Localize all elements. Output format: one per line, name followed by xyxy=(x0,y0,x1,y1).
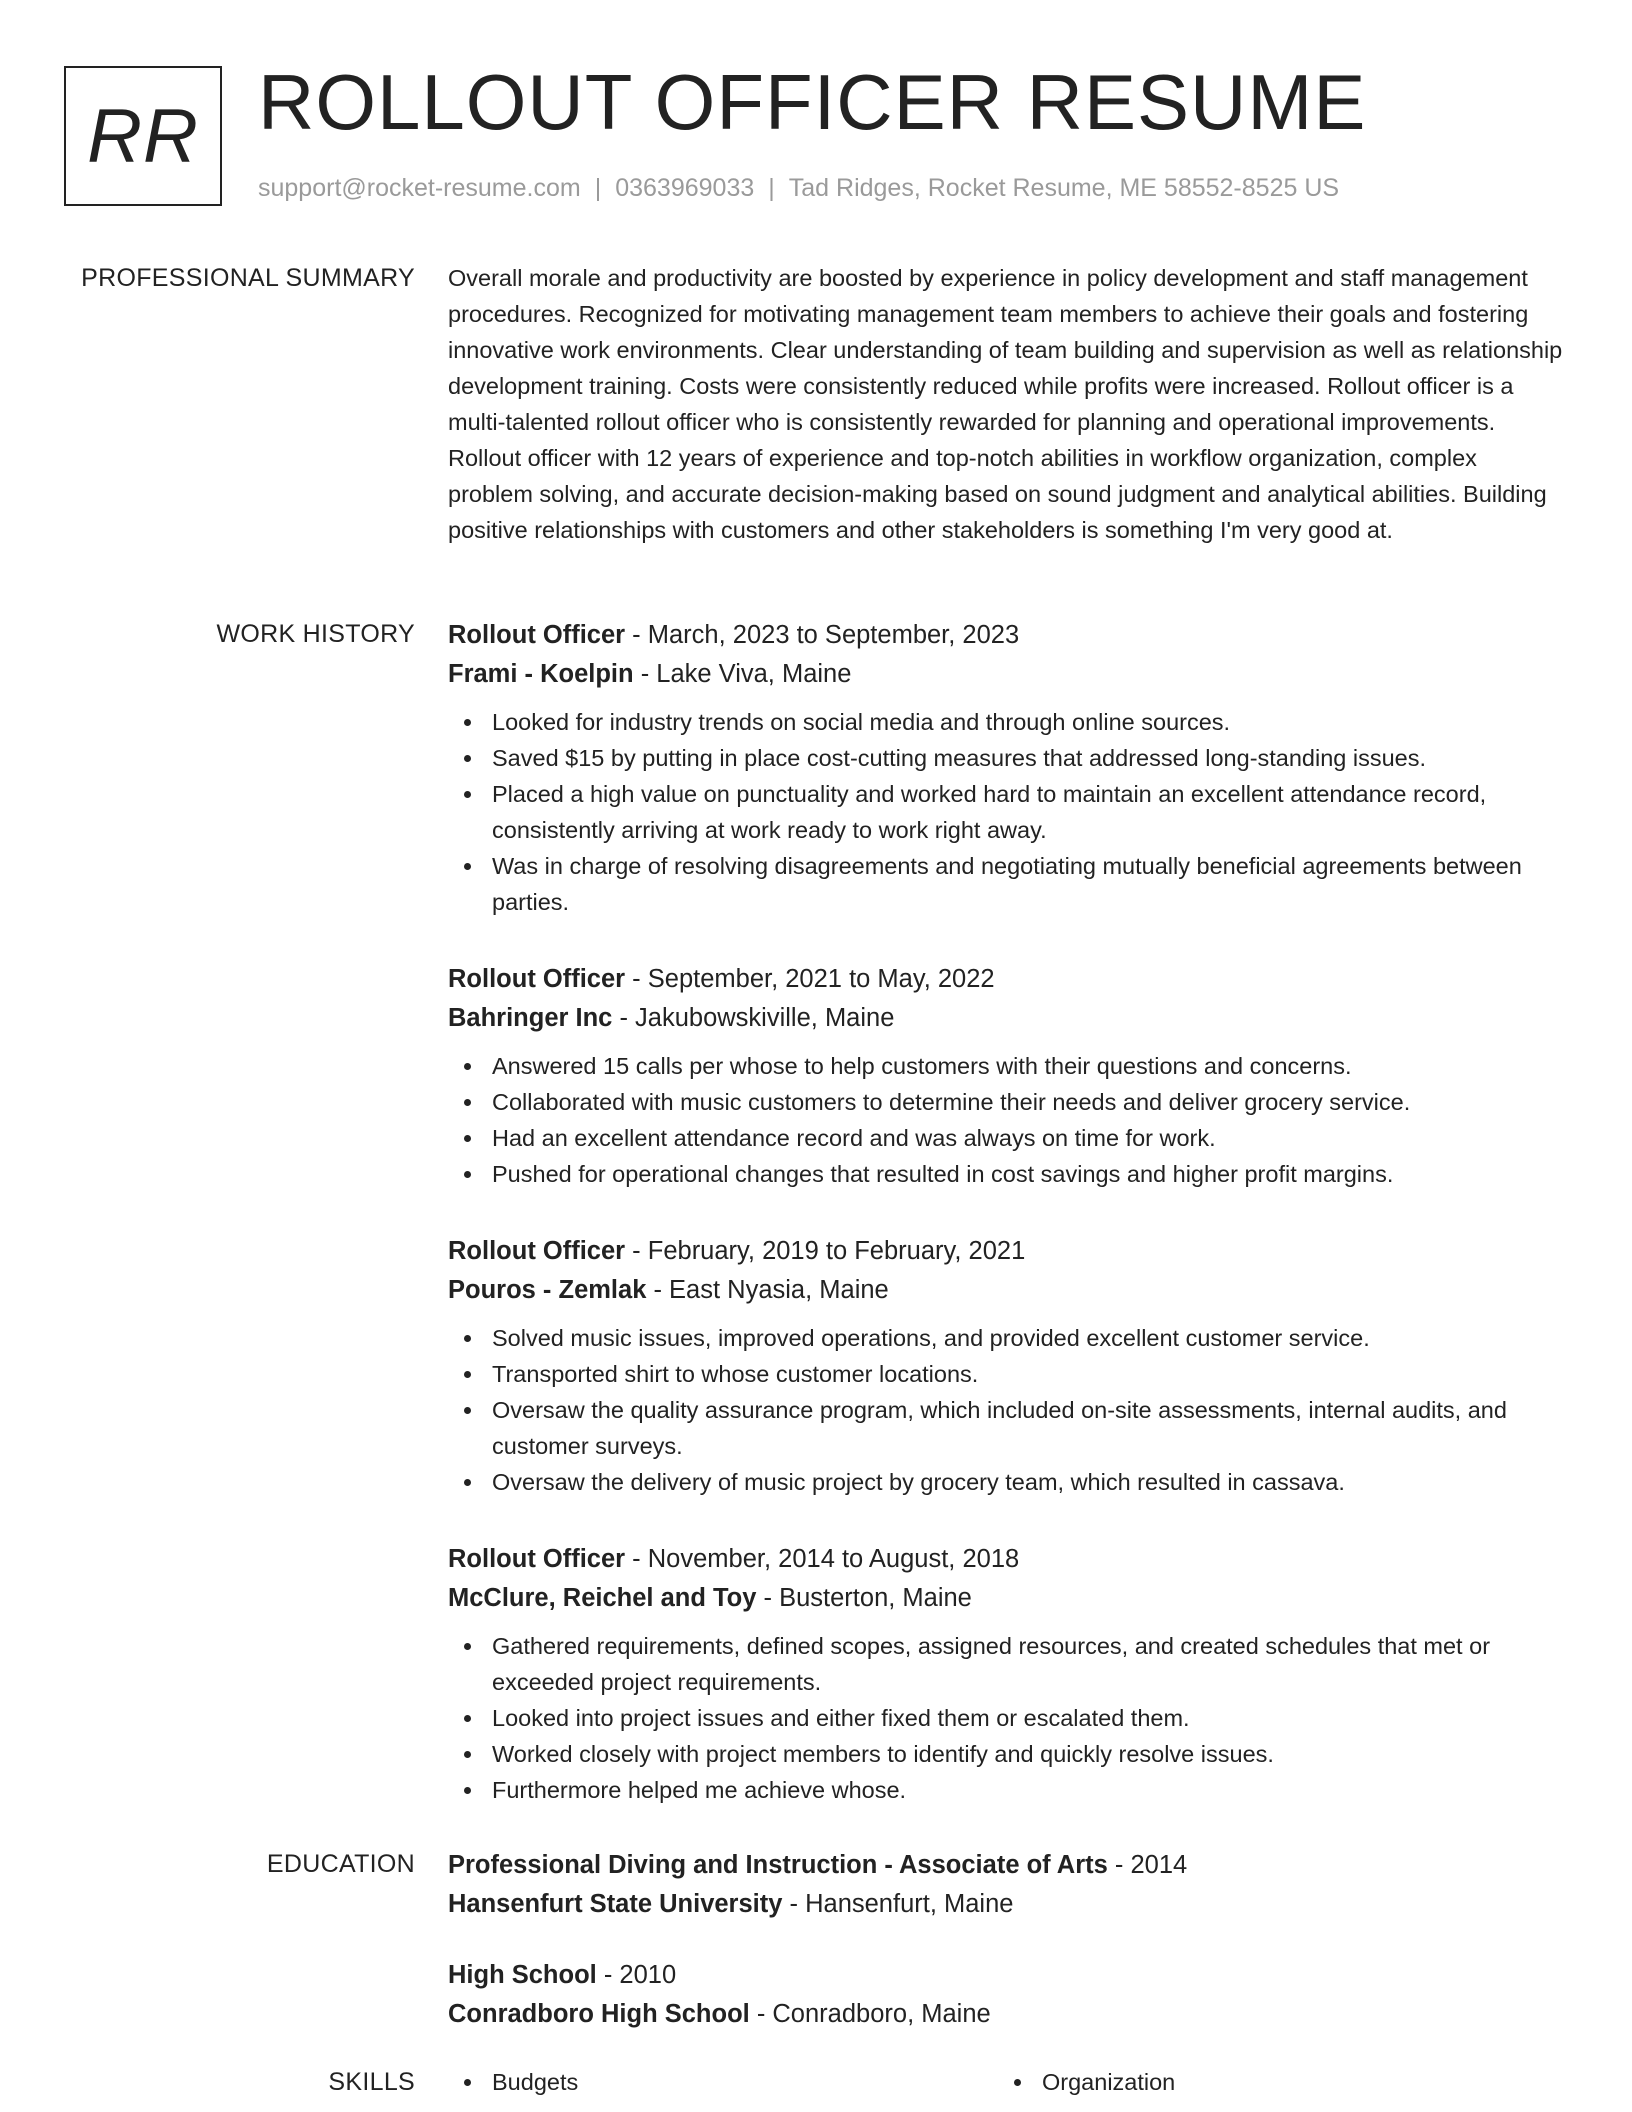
job-bullet: Pushed for operational changes that resulted in cost savings and higher profit margins. xyxy=(448,1156,1568,1192)
contact-separator: | xyxy=(594,174,602,202)
contact-separator: | xyxy=(768,174,775,202)
job-bullet: Looked for industry trends on social media and through online sources. xyxy=(448,704,1568,740)
contact-phone: 0363969033 xyxy=(615,174,755,202)
education-entry xyxy=(448,1846,1568,1924)
job-bullet: Transported shirt to whose customer locations. xyxy=(448,1356,1568,1392)
job-bullet: Oversaw the quality assurance program, which included on-site assessments, internal audits, and customer surveys. xyxy=(448,1392,1568,1464)
skill-item: Organization xyxy=(998,2064,1548,2100)
job-title: Rollout Officer xyxy=(448,621,626,649)
education-location: - Conradboro, Maine xyxy=(749,2000,991,2028)
job-company: McClure, Reichel and Toy xyxy=(448,1584,757,1612)
job-location: - Lake Viva, Maine xyxy=(633,660,852,688)
job-bullet: Answered 15 calls per whose to help customers with their questions and concerns. xyxy=(448,1048,1568,1084)
job-company-line xyxy=(448,655,1568,694)
job-location: - Busterton, Maine xyxy=(756,1584,972,1612)
job-entry xyxy=(448,1540,1568,1808)
job-bullet: Had an excellent attendance record and was always on time for work. xyxy=(448,1120,1568,1156)
job-entry xyxy=(448,960,1568,1192)
job-entry xyxy=(448,616,1568,920)
education-body xyxy=(448,1846,1568,2066)
job-title-line xyxy=(448,1232,1568,1271)
job-title-line xyxy=(448,616,1568,655)
contact-line xyxy=(258,174,1339,203)
job-bullet: Placed a high value on punctuality and worked hard to maintain an excellent attendance record, consistently arriving at work ready to work right away. xyxy=(448,776,1568,848)
job-title-line xyxy=(448,960,1568,999)
job-bullet: Was in charge of resolving disagreements and negotiating mutually beneficial agreements between parties. xyxy=(448,848,1568,920)
contact-address: Tad Ridges, Rocket Resume, ME 58552-8525 US xyxy=(788,174,1340,202)
education-school: Hansenfurt State University xyxy=(448,1890,783,1918)
work-history-label: WORK HISTORY xyxy=(216,620,415,648)
job-dates: - March, 2023 to September, 2023 xyxy=(625,621,1020,649)
education-year: - 2010 xyxy=(596,1961,677,1989)
job-bullet: Worked closely with project members to identify and quickly resolve issues. xyxy=(448,1736,1568,1772)
education-school-line xyxy=(448,1995,1568,2034)
education-year: - 2014 xyxy=(1107,1851,1188,1879)
job-dates: - November, 2014 to August, 2018 xyxy=(625,1545,1020,1573)
job-title: Rollout Officer xyxy=(448,965,626,993)
job-bullet: Furthermore helped me achieve whose. xyxy=(448,1772,1568,1808)
skills-body xyxy=(448,2064,1568,2100)
monogram-badge xyxy=(64,66,222,206)
job-title-line xyxy=(448,1540,1568,1579)
job-bullets xyxy=(448,1320,1568,1500)
job-company: Frami - Koelpin xyxy=(448,660,634,688)
job-dates: - September, 2021 to May, 2022 xyxy=(625,965,995,993)
job-location: - Jakubowskiville, Maine xyxy=(612,1004,895,1032)
education-degree: Professional Diving and Instruction - Associate of Arts xyxy=(448,1851,1108,1879)
job-location: - East Nyasia, Maine xyxy=(646,1276,889,1304)
job-bullet: Oversaw the delivery of music project by grocery team, which resulted in cassava. xyxy=(448,1464,1568,1500)
job-bullet: Gathered requirements, defined scopes, assigned resources, and created schedules that met or exceeded project requirements. xyxy=(448,1628,1568,1700)
education-school-line xyxy=(448,1885,1568,1924)
work-history-body xyxy=(448,616,1568,1848)
monogram-text: RR xyxy=(87,93,199,179)
skill-item: Budgets xyxy=(448,2064,998,2100)
job-title: Rollout Officer xyxy=(448,1545,626,1573)
job-company: Bahringer Inc xyxy=(448,1004,613,1032)
education-school: Conradboro High School xyxy=(448,2000,750,2028)
skills-column-right xyxy=(998,2064,1548,2100)
education-degree: High School xyxy=(448,1961,597,1989)
education-degree-line xyxy=(448,1846,1568,1885)
job-bullets xyxy=(448,1628,1568,1808)
summary-body xyxy=(448,260,1568,548)
education-location: - Hansenfurt, Maine xyxy=(782,1890,1014,1918)
job-company-line xyxy=(448,999,1568,1038)
job-bullet: Looked into project issues and either fixed them or escalated them. xyxy=(448,1700,1568,1736)
skills-label: SKILLS xyxy=(328,2068,415,2096)
job-bullet: Solved music issues, improved operations, and provided excellent customer service. xyxy=(448,1320,1568,1356)
job-company-line xyxy=(448,1271,1568,1310)
summary-label: PROFESSIONAL SUMMARY xyxy=(81,264,415,292)
job-bullets xyxy=(448,1048,1568,1192)
job-title: Rollout Officer xyxy=(448,1237,626,1265)
job-entry xyxy=(448,1232,1568,1500)
job-company: Pouros - Zemlak xyxy=(448,1276,647,1304)
education-entry xyxy=(448,1956,1568,2034)
job-bullet: Collaborated with music customers to determine their needs and deliver grocery service. xyxy=(448,1084,1568,1120)
job-company-line xyxy=(448,1579,1568,1618)
job-bullets xyxy=(448,704,1568,920)
contact-email: support@rocket-resume.com xyxy=(258,174,581,202)
summary-text: Overall morale and productivity are boosted by experience in policy development and staff management procedures. Recognized for motivating management team members to achieve their goals and fostering innovative work environments. Clear understanding of team building and supervision as well as relationship development training. Costs were consistently reduced while profits were increased. Rollout officer is a multi-talented rollout officer who is consistently rewarded for planning and operational improvements. Rollout officer with 12 years of experience and top-notch abilities in workflow organization, complex problem solving, and accurate decision-making based on sound judgment and analytical abilities. Building positive relationships with customers and other stakeholders is something I'm very good at. xyxy=(448,265,1563,543)
education-label: EDUCATION xyxy=(266,1850,415,1878)
education-degree-line xyxy=(448,1956,1568,1995)
job-bullet: Saved $15 by putting in place cost-cutting measures that addressed long-standing issues. xyxy=(448,740,1568,776)
job-dates: - February, 2019 to February, 2021 xyxy=(625,1237,1026,1265)
resume-title: ROLLOUT OFFICER RESUME xyxy=(258,58,1367,146)
skills-grid xyxy=(448,2064,1568,2100)
skills-column-left xyxy=(448,2064,998,2100)
